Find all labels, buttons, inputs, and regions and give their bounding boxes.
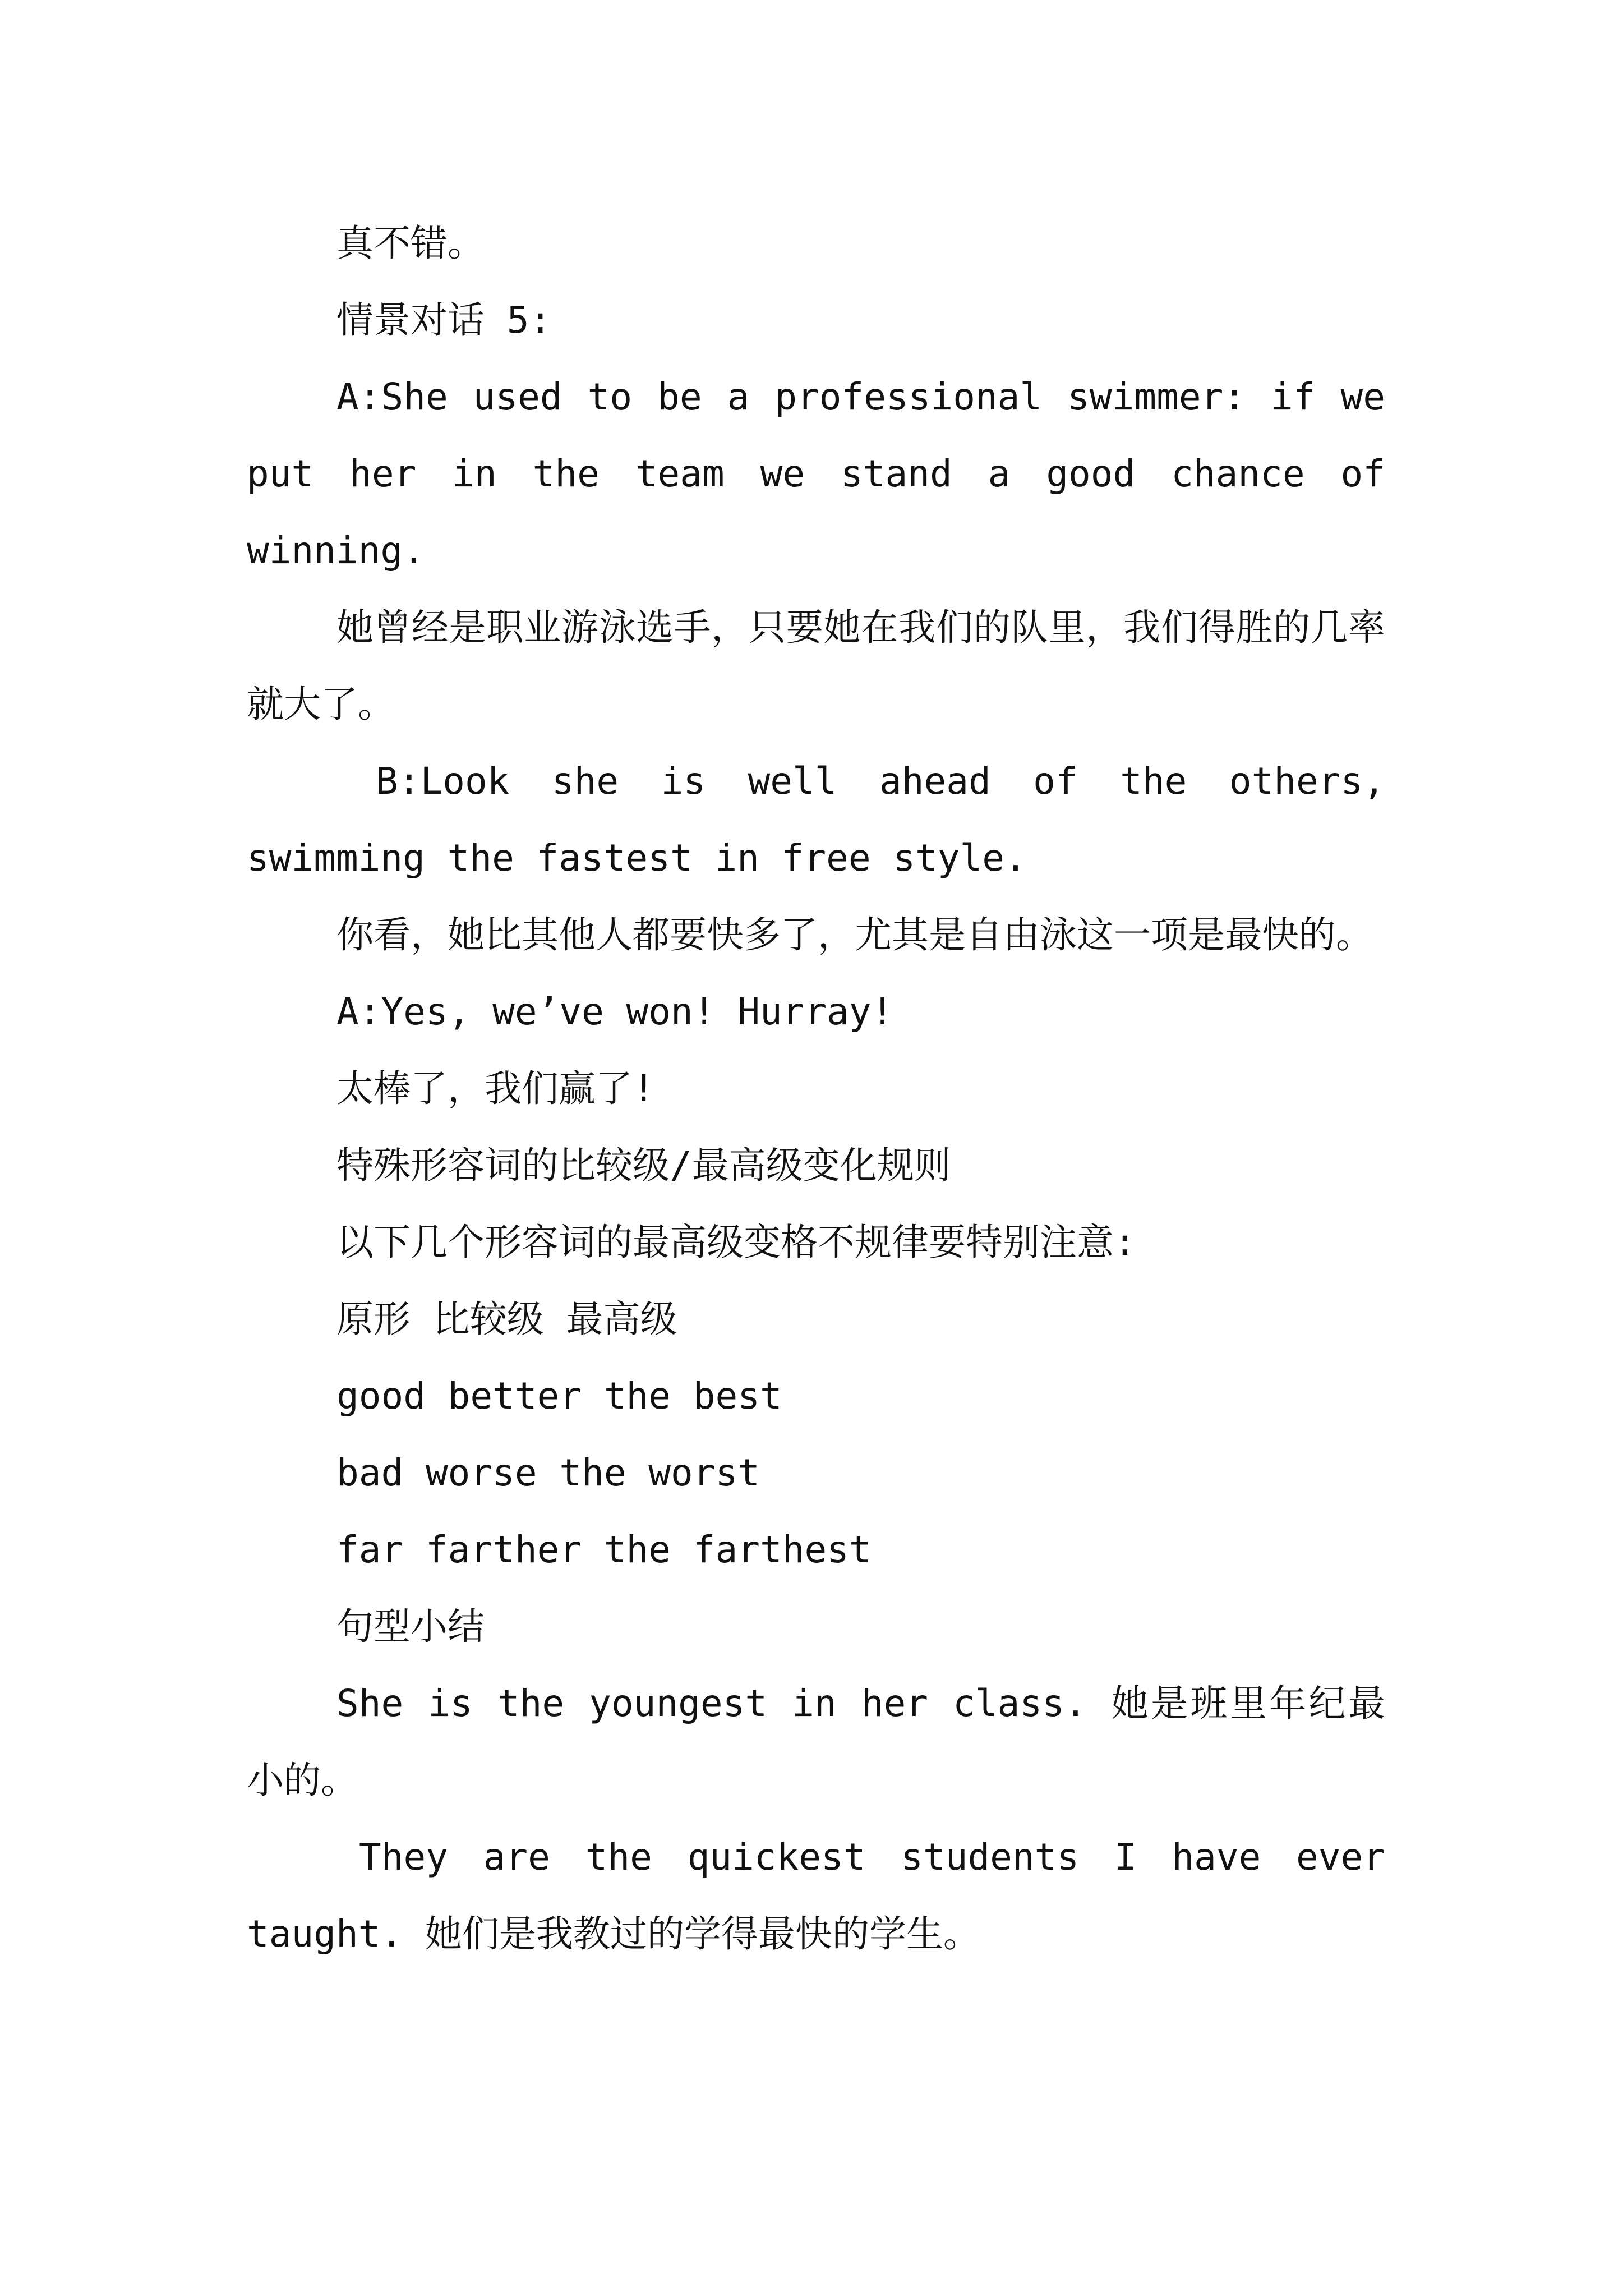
dialogue-line-a2-english: A:Yes, we’ve won! Hurray!	[336, 990, 894, 1033]
form-row-far: far farther the farthest	[336, 1528, 872, 1571]
paragraph-closing-remark: 真不错。	[336, 222, 485, 265]
dialogue-line-b-chinese: 你看，她比其他人都要快多了，尤其是自由泳这一项是最快的。	[336, 913, 1373, 956]
document-body	[247, 205, 1385, 1972]
section-heading-sentence-summary: 句型小结	[336, 1605, 485, 1648]
dialogue-heading: 情景对话 5:	[336, 298, 552, 342]
example-sentence-quickest: They are the quickest students I have ever taught. 她们是我教过的学得最快的学生。	[247, 1835, 1385, 1955]
form-row-good: good better the best	[336, 1374, 782, 1418]
section-heading-special-adjectives: 特殊形容词的比较级/最高级变化规则	[336, 1144, 951, 1187]
example-sentence-youngest: She is the youngest in her class. 她是班里年纪最小的。	[247, 1682, 1385, 1802]
form-row-bad: bad worse the worst	[336, 1451, 760, 1494]
dialogue-line-a-chinese: 她曾经是职业游泳选手，只要她在我们的队里，我们得胜的几率就大了。	[247, 606, 1385, 726]
dialogue-line-b-english: B:Look she is well ahead of the others, swimming the fastest in free style.	[247, 760, 1385, 880]
dialogue-line-a-english: A:She used to be a professional swimmer: if we put her in the team we stand a good chance of winning.	[247, 375, 1385, 572]
dialogue-line-a2-chinese: 太棒了，我们赢了!	[336, 1067, 655, 1110]
note-irregular-forms: 以下几个形容词的最高级变格不规律要特别注意:	[336, 1221, 1136, 1264]
table-header-forms: 原形 比较级 最高级	[336, 1297, 677, 1341]
